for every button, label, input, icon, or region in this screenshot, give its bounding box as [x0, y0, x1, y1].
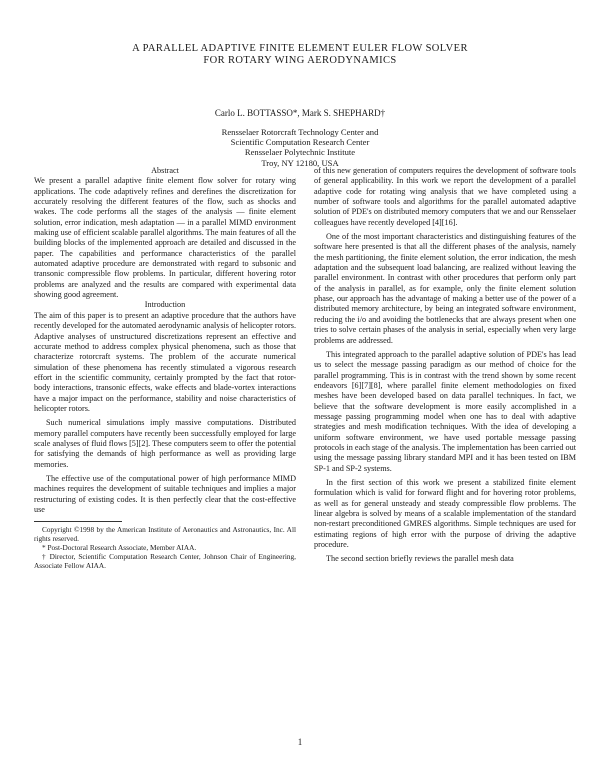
footnotes: [34, 526, 296, 571]
affiliation: [0, 127, 600, 168]
intro-paragraph: The effective use of the computational power of high performance MIMD machines requires the development of suitable techniques and implies a major restructuring of existing codes. It is then perfectly clear that the cost-effective use: [34, 473, 296, 514]
affiliation-line: Troy, NY 12180, USA: [261, 157, 339, 168]
introduction-heading: Introduction: [144, 300, 186, 310]
body-paragraph: This integrated approach to the parallel adaptive solution of PDE's has lead us to select the message passing paradigm as our method of choice for the parallel programming. This is in contrast with the trend shown by some recent endeavors [6][7][8], where parallel finite element methodologies on fixed meshes have been developed based on data parallel techniques. In fact, we believe that the software development is more easily accomplished in a message passing programming model when one has to deal with adaptive strategies and mesh modification techniques. With the idea of developing a uniform software environment, we have used portable message passing protocols in each stage of the analysis. The implementation has been carried out using the message passing library standard MPI and it has been tested on IBM SP-1 and SP-2 systems.: [314, 349, 576, 473]
affiliation-line: Scientific Computation Research Center: [230, 137, 370, 148]
body-paragraph: In the first section of this work we present a stabilized finite element formulation which is valid for forward flight and for hovering rotor problems, as well as for general unsteady and steady compressible flow problems. The linear algebra is solved by means of a scalable implementation of the standard non-restart preconditioned GMRES algorithms. Simple techniques are used for estimating regions of high error with the purpose of driving the adaptive procedure.: [314, 477, 576, 550]
author-list: Carlo L. BOTTASSO*, Mark S. SHEPHARD†: [214, 108, 386, 118]
left-column: [34, 166, 296, 571]
body-paragraph: One of the most important characteristics and distinguishing features of the software here presented is that all the different phases of the analysis, namely the mesh partitioning, the finite element solution, the error indication, the mesh adaptation and the subsequent load balancing, are realized without leaving the parallel environment. In contrast with other procedures that perform only part of the analysis in parallel, as for example, only the finite element solution phase, our approach has the advantage of making a better use of the power of a distributed memory architecture, by being an integrated software environment, reducing the i/o and avoiding the bottlenecks that are always present when one tries to solve certain phases of the analysis in serial, especially when very large problems are addressed.: [314, 232, 576, 345]
title-line-1: A PARALLEL ADAPTIVE FINITE ELEMENT EULER FLOW SOLVER: [132, 43, 468, 54]
intro-paragraph: Such numerical simulations imply massive computations. Distributed memory parallel computers have recently been successfully employed for large scale analyses of fluid flows [5][2]. These computers seem to offer the potential for satisfying the demands of high performance as well as providing large memories.: [34, 418, 296, 469]
body-paragraph: of this new generation of computers requires the development of software tools of general applicability. In this work we report the development of a parallel adaptive code for rotating wing analysis that we have completed using a number of software tools and algorithms for the parallel automated adaptive solution of PDE's on distributed memory computers that we and our Rensselaer colleagues have recently developed [4][16].: [314, 166, 576, 227]
intro-paragraph: The aim of this paper is to present an adaptive procedure that the authors have recently developed for the automated aerodynamic analysis of helicopter rotors. Adaptive analyses of unstructured discretizations represent an effective and accurate method to address complex physical phenomena, such as those that characterize rotorcraft systems. The problem of the accurate numerical simulation of these phenomena has recently stimulated a vigorous research effort in the scientific community, certainly prompted by the fact that rotor-body interactions, transonic effects, wake effects and blade-vortex interactions have a major impact on the performance, stability and noise characteristics of helicopter rotors.: [34, 310, 296, 413]
author-footnote: * Post-Doctoral Research Associate, Member AIAA.: [42, 543, 197, 553]
footnote-rule: [34, 521, 122, 522]
right-column: [314, 166, 576, 565]
abstract-text: We present a parallel adaptive finite element flow solver for rotary wing applications. The code adaptively refines and derefines the discretization for accurately resolving the different features of the flow, such as shocks and wakes. The code performs all the stages of the analysis — finite element solution, error indication, mesh adaptation — in a parallel MIMD environment making use of efficient scalable parallel algorithms. The main features of all the building blocks of the implemented approach are detailed and discussed in the paper. The capabilities and performance characteristics of the parallel automated adaptive procedure are demonstrated with regard to subsonic and transonic compressible flow problems. In particular, different hovering rotor problems are analyzed and the results are compared with experimental data showing good agreement.: [34, 176, 296, 300]
abstract-heading: Abstract: [151, 166, 179, 175]
author-footnote: † Director, Scientific Computation Research Center, Johnson Chair of Engineering, Associate Fellow AIAA.: [34, 552, 296, 570]
copyright-footnote: Copyright ©1998 by the American Institute of Aeronautics and Astronautics, Inc. All rights reserved.: [34, 525, 296, 544]
affiliation-line: Rensselaer Rotorcraft Technology Center and: [221, 127, 379, 137]
title-line-2: FOR ROTARY WING AERODYNAMICS: [203, 55, 397, 66]
paper-title: [0, 43, 600, 67]
page-number: 1: [297, 737, 303, 747]
body-paragraph: The second section briefly reviews the parallel mesh data: [326, 554, 514, 564]
affiliation-line: Rensselaer Polytechnic Institute: [244, 147, 356, 158]
